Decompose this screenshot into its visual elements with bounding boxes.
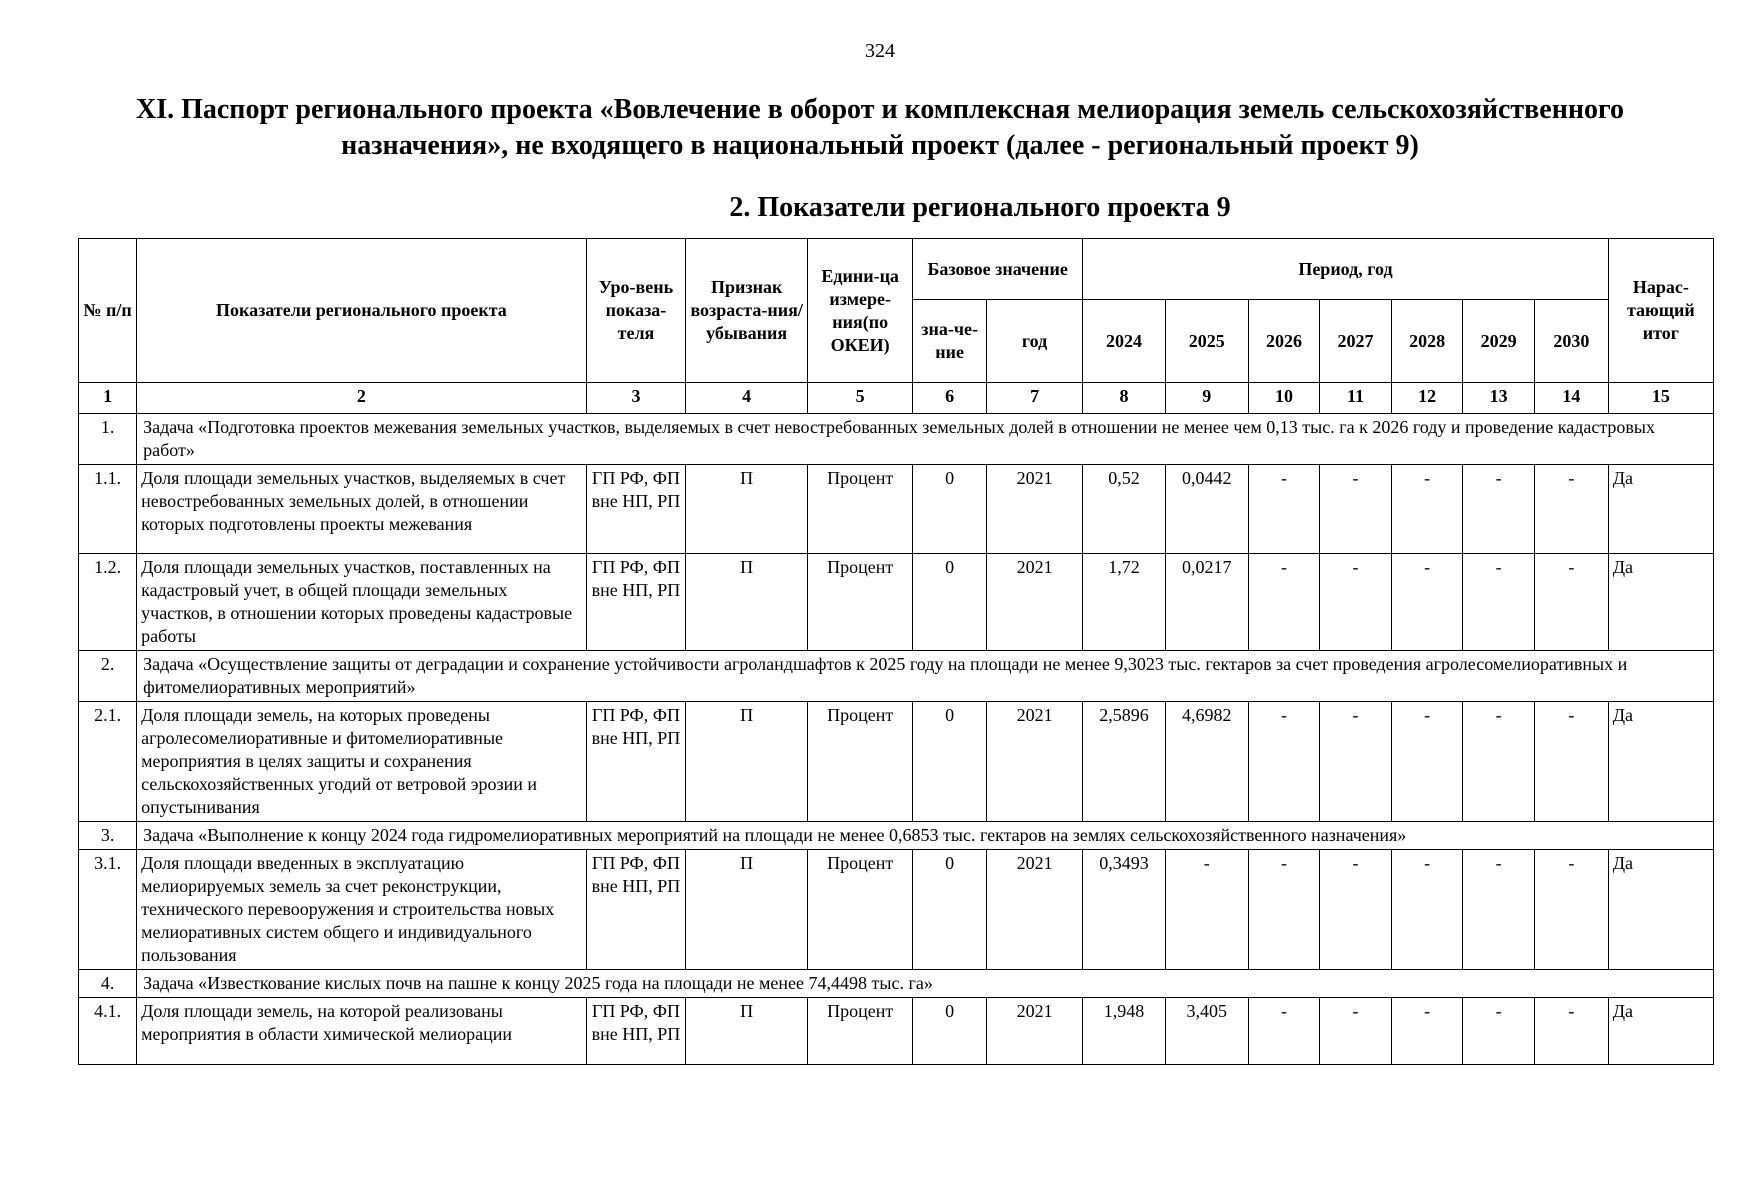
column-number: 9 [1165,383,1248,414]
task-row [79,414,1714,465]
indicator-number: 1.1. [79,465,137,554]
base-year: 2021 [987,702,1083,822]
header-base-value: зна-че-ние [913,300,987,383]
indicator-sign: П [686,998,808,1065]
year-value: - [1391,465,1463,554]
header-period: Период, год [1083,239,1609,300]
task-number: 4. [79,970,137,998]
year-value: 4,6982 [1165,702,1248,822]
year-value: 0,52 [1083,465,1166,554]
indicator-sign: П [686,465,808,554]
indicator-unit: Процент [808,702,913,822]
year-value: 0,3493 [1083,850,1166,970]
column-number: 10 [1248,383,1320,414]
year-value: 0,0217 [1165,554,1248,651]
cumulative-flag: Да [1608,554,1713,651]
task-row [79,822,1714,850]
task-row [79,970,1714,998]
year-value: 0,0442 [1165,465,1248,554]
column-number: 13 [1463,383,1535,414]
header-cumulative: Нарас-тающий итог [1608,239,1713,383]
header-year: 2028 [1391,300,1463,383]
table-body [79,383,1714,1065]
task-text: Задача «Подготовка проектов межевания земельных участков, выделяемых в счет невостребованных земельных долей в отношении не менее чем 0,13 тыс. га к 2026 году и проведение кадастровых работ» [137,414,1714,465]
year-value: 2,5896 [1083,702,1166,822]
indicator-unit: Процент [808,465,913,554]
indicator-name: Доля площади введенных в эксплуатацию мелиорируемых земель за счет реконструкции, технического перевооружения и строительства новых мелиоративных систем общего и индивидуального пользования [137,850,587,970]
header-base: Базовое значение [913,239,1083,300]
indicator-unit: Процент [808,850,913,970]
year-value: - [1248,465,1320,554]
year-value: - [1463,465,1535,554]
indicator-sign: П [686,702,808,822]
cumulative-flag: Да [1608,465,1713,554]
year-value: - [1320,998,1392,1065]
indicator-sign: П [686,850,808,970]
year-value: - [1248,554,1320,651]
year-value: - [1391,702,1463,822]
indicator-row [79,998,1714,1065]
year-value: - [1463,702,1535,822]
year-value: - [1165,850,1248,970]
column-number: 5 [808,383,913,414]
base-value: 0 [913,850,987,970]
indicator-number: 1.2. [79,554,137,651]
task-number: 2. [79,651,137,702]
base-year: 2021 [987,998,1083,1065]
task-number: 1. [79,414,137,465]
year-value: - [1463,554,1535,651]
year-value: - [1534,465,1608,554]
year-value: - [1248,998,1320,1065]
column-number: 2 [137,383,587,414]
column-number: 14 [1534,383,1608,414]
year-value: - [1320,850,1392,970]
indicator-level: ГП РФ, ФП вне НП, РП [586,465,686,554]
task-number: 3. [79,822,137,850]
indicator-number: 4.1. [79,998,137,1065]
cumulative-flag: Да [1608,850,1713,970]
cumulative-flag: Да [1608,998,1713,1065]
year-value: - [1320,465,1392,554]
header-num: № п/п [79,239,137,383]
year-value: - [1391,850,1463,970]
base-value: 0 [913,465,987,554]
header-unit: Едини-ца измере-ния(по ОКЕИ) [808,239,913,383]
indicator-level: ГП РФ, ФП вне НП, РП [586,702,686,822]
base-year: 2021 [987,850,1083,970]
header-year: 2029 [1463,300,1535,383]
year-value: - [1320,554,1392,651]
header-row [79,239,1714,300]
year-value: - [1248,702,1320,822]
column-number: 11 [1320,383,1392,414]
indicator-unit: Процент [808,554,913,651]
task-row [79,651,1714,702]
header-base-year: год [987,300,1083,383]
year-value: - [1534,998,1608,1065]
column-number: 12 [1391,383,1463,414]
year-value: 1,72 [1083,554,1166,651]
indicator-number: 3.1. [79,850,137,970]
indicator-row [79,554,1714,651]
page-number: 324 [865,40,895,62]
column-number: 3 [586,383,686,414]
indicator-name: Доля площади земель, на которой реализованы мероприятия в области химической мелиорации [137,998,587,1065]
header-year: 2025 [1165,300,1248,383]
year-value: - [1534,554,1608,651]
year-value: - [1320,702,1392,822]
header-level: Уро-вень показа-теля [586,239,686,383]
cumulative-flag: Да [1608,702,1713,822]
document-title: XI. Паспорт регионального проекта «Вовлечение в оборот и комплексная мелиорация земель сельскохозяйственного назначения», не входящего в национальный проект (далее - региональный проект 9) [135,94,1625,161]
year-value: - [1463,998,1535,1065]
indicators-table [78,238,1714,1065]
base-value: 0 [913,702,987,822]
column-number: 8 [1083,383,1166,414]
indicator-level: ГП РФ, ФП вне НП, РП [586,850,686,970]
column-number: 6 [913,383,987,414]
header-sign: Признак возраста-ния/ убывания [686,239,808,383]
base-value: 0 [913,554,987,651]
indicator-sign: П [686,554,808,651]
indicator-name: Доля площади земельных участков, выделяемых в счет невостребованных земельных долей, в отношении которых подготовлены проекты межевания [137,465,587,554]
indicator-row [79,465,1714,554]
year-value: - [1534,850,1608,970]
year-value: - [1391,998,1463,1065]
indicator-number: 2.1. [79,702,137,822]
base-value: 0 [913,998,987,1065]
header-indicator: Показатели регионального проекта [137,239,587,383]
indicator-level: ГП РФ, ФП вне НП, РП [586,998,686,1065]
year-value: - [1463,850,1535,970]
year-value: - [1248,850,1320,970]
indicator-name: Доля площади земель, на которых проведены агролесомелиоративные и фитомелиоративные мероприятия в целях защиты и сохранения сельскохозяйственных угодий от ветровой эрозии и опустынивания [137,702,587,822]
indicator-row [79,850,1714,970]
base-year: 2021 [987,465,1083,554]
column-numbers-row [79,383,1714,414]
year-value: 3,405 [1165,998,1248,1065]
header-year: 2027 [1320,300,1392,383]
indicator-row [79,702,1714,822]
indicator-name: Доля площади земельных участков, поставленных на кадастровый учет, в общей площади земельных участков, в отношении которых проведены кадастровые работы [137,554,587,651]
task-text: Задача «Осуществление защиты от деградации и сохранение устойчивости агроландшафтов к 2025 году на площади не менее 9,3023 тыс. гектаров за счет проведения агролесомелиоративных и фитомелиоративных мероприятий» [137,651,1714,702]
column-number: 1 [79,383,137,414]
column-number: 15 [1608,383,1713,414]
indicator-level: ГП РФ, ФП вне НП, РП [586,554,686,651]
column-number: 7 [987,383,1083,414]
column-number: 4 [686,383,808,414]
task-text: Задача «Выполнение к концу 2024 года гидромелиоративных мероприятий на площади не менее 0,6853 тыс. гектаров на землях сельскохозяйственного назначения» [137,822,1714,850]
header-year: 2026 [1248,300,1320,383]
header-year: 2030 [1534,300,1608,383]
year-value: - [1391,554,1463,651]
year-value: 1,948 [1083,998,1166,1065]
task-text: Задача «Известкование кислых почв на пашне к концу 2025 года на площади не менее 74,4498 тыс. га» [137,970,1714,998]
year-value: - [1534,702,1608,822]
header-year: 2024 [1083,300,1166,383]
indicator-unit: Процент [808,998,913,1065]
base-year: 2021 [987,554,1083,651]
section-title: 2. Показатели регионального проекта 9 [729,192,1231,223]
